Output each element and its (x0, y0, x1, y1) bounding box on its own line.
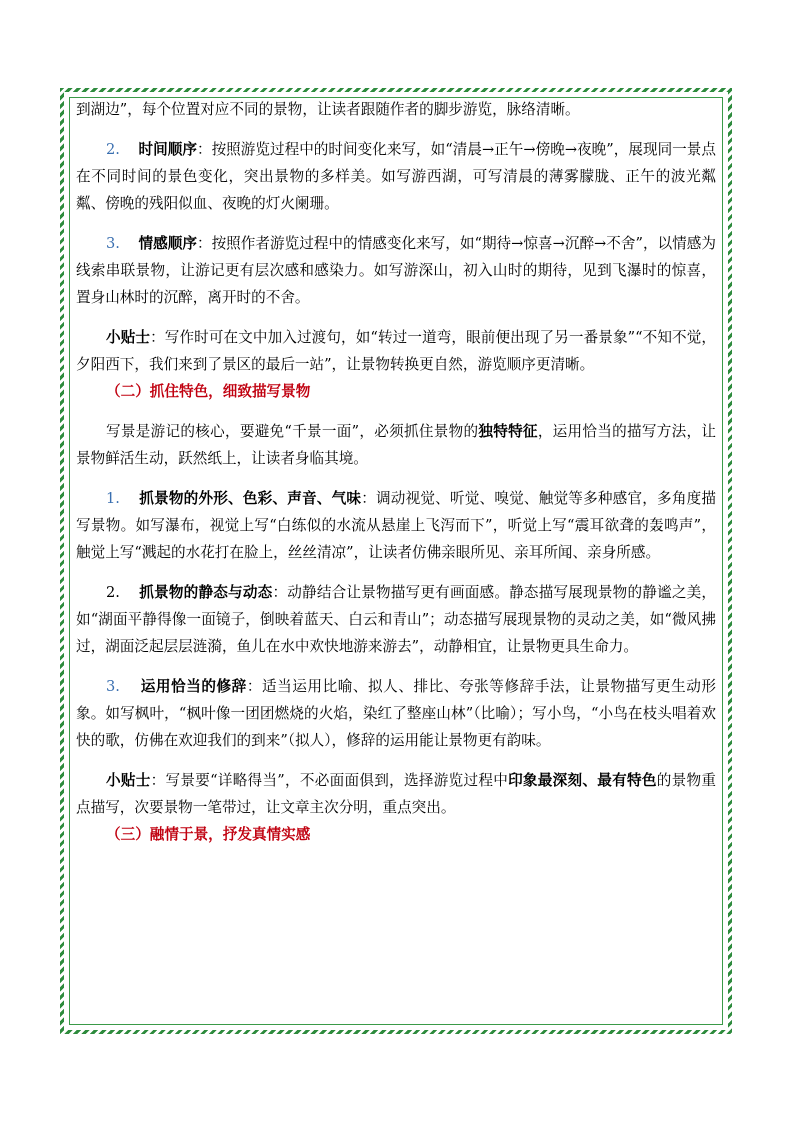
item-text: ：按照作者游览过程中的情感变化来写，如“期待→惊喜→沉醉→不舍”，以情感为线索串联景物，让游记更有层次感和感染力。如写游深山，初入山时的期待，见到飞瀑时的惊喜，置身山林时的沉醉，离开时的不舍。 (76, 235, 716, 306)
tip-text-2: 的景物重点描写，次要景物一笔带过，让文章主次分明，重点突出。 (76, 772, 716, 816)
tip-text: ：写作时可在文中加入过渡句，如“转过一道弯，眼前便出现了另一番景象”“不知不觉，夕阳西下，我们来到了景区的最后一站”，让景物转换更自然，游览顺序更清晰。 (76, 329, 716, 373)
list-item-rhetoric (76, 673, 716, 754)
item-number: 3. (106, 235, 120, 252)
item-text: ：动静结合让景物描写更有画面感。静态描写展现景物的静谧之美，如“湖面平静得像一面镜子，倒映着蓝天、白云和青山”；动态描写展现景物的灵动之美，如“微风拂过，湖面泛起层层涟漪，鱼儿在水中欢快地游来游去”，动静相宜，让景物更具生命力。 (76, 584, 716, 655)
item-title: 抓景物的静态与动态 (139, 584, 273, 601)
tip-paragraph-a (76, 324, 716, 378)
tip-bold: 印象最深刻、最有特色 (508, 772, 657, 789)
tip-paragraph-b (76, 767, 716, 821)
tip-label: 小贴士 (106, 329, 151, 346)
item-text: ：按照游览过程中的时间变化来写，如“清晨→正午→傍晚→夜晚”，展现同一景点在不同时间的景色变化，突出景物的多样美。如写游西湖，可写清晨的薄雾朦胧、正午的波光粼粼、傍晚的残阳似血、夜晚的灯火阑珊。 (76, 141, 716, 212)
lead-text-1: 写景是游记的核心，要避免“千景一面”，必须抓住景物的 (106, 423, 479, 440)
item-number: 2. (106, 141, 120, 158)
item-number: 3. (106, 678, 120, 695)
page-border-frame (60, 88, 732, 1034)
list-item-static-dynamic (76, 579, 716, 660)
document-body (76, 96, 716, 848)
list-item-senses (76, 485, 716, 566)
lead-bold: 独特特征 (478, 423, 538, 440)
item-title: 时间顺序 (138, 141, 197, 158)
item-title: 抓景物的外形、色彩、声音、气味 (139, 490, 362, 507)
section-b-lead (76, 418, 716, 472)
tip-text-1: ：写景要“详略得当”，不必面面俱到，选择游览过程中 (150, 772, 509, 789)
section-title-2: （二）抓住特色，细致描写景物 (106, 383, 311, 400)
lead-text-2: ，运用恰当的描写方法，让景物鲜活生动，跃然纸上，让读者身临其境。 (76, 423, 716, 467)
list-item-time-order (76, 136, 716, 217)
intro-paragraph (76, 96, 716, 123)
intro-text: 到湖边”，每个位置对应不同的景物，让读者跟随作者的脚步游览，脉络清晰。 (76, 101, 580, 118)
section-title-3: （三）融情于景，抒发真情实感 (106, 826, 311, 843)
item-title: 情感顺序 (138, 235, 197, 252)
item-number: 1. (106, 490, 120, 507)
item-text: ：调动视觉、听觉、嗅觉、触觉等多种感官，多角度描写景物。如写瀑布，视觉上写“白练似的水流从悬崖上飞泻而下”，听觉上写“震耳欲聋的轰鸣声”，触觉上写“溅起的水花打在脸上，丝丝清凉”，让读者仿佛亲眼所见、亲耳所闻、亲身所感。 (76, 490, 716, 561)
tip-label: 小贴士 (106, 772, 151, 789)
item-text: ：适当运用比喻、拟人、排比、夸张等修辞手法，让景物描写更生动形象。如写枫叶，“枫叶像一团团燃烧的火焰，染红了整座山林”（比喻）；写小鸟，“小鸟在枝头唱着欢快的歌，仿佛在欢迎我们的到来”（拟人），修辞的运用能让景物更有韵味。 (76, 678, 716, 749)
item-number: 2. (106, 584, 120, 601)
list-item-emotion-order (76, 230, 716, 311)
item-title: 运用恰当的修辞 (140, 678, 247, 695)
